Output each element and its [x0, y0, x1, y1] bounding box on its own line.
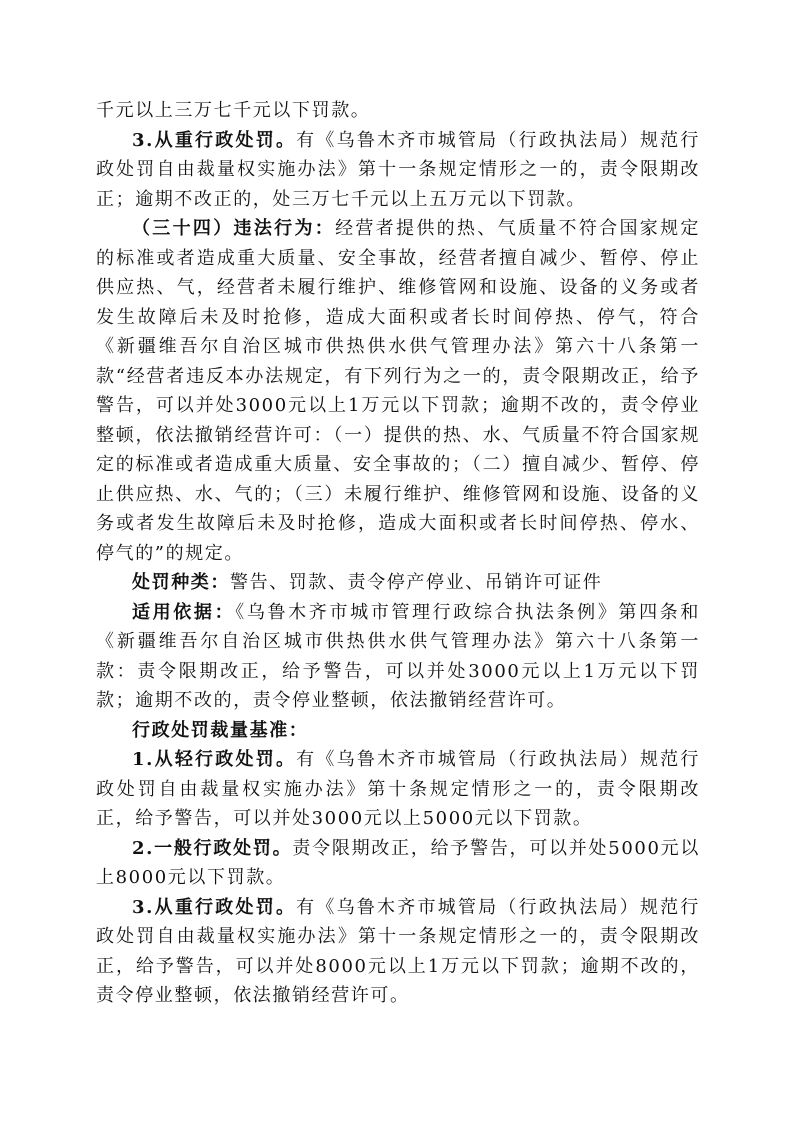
paragraph-general-penalty	[96, 834, 700, 893]
paragraph-text: 有《乌鲁木齐市城管局（行政执法局）规范行政处罚自由裁量权实施办法》第十一条规定情形之一的，责令限期改正，给予警告，可以并处8000元以上1万元以下罚款；逾期不改的，责令停业整顿，依法撤销经营许可。	[96, 896, 700, 1006]
paragraph-heading: （三十四）违法行为：	[132, 218, 336, 239]
paragraph-text: 有《乌鲁木齐市城管局（行政执法局）规范行政处罚自由裁量权实施办法》第十条规定情形之一的，责令限期改正，给予警告，可以并处3000元以上5000元以下罚款。	[96, 749, 700, 829]
paragraph-continuation	[96, 96, 700, 126]
paragraph-heading: 1.从轻行政处罚。	[132, 749, 297, 770]
paragraph-text: 《乌鲁木齐市城市管理行政综合执法条例》第四条和《新疆维吾尔自治区城市供热供水供气管理办法》第六十八条第一款：责令限期改正，给予警告，可以并处3000元以上1万元以下罚款；逾期不改的，责令停业整顿，依法撤销经营许可。	[96, 601, 700, 711]
paragraph-penalty-types	[96, 568, 700, 598]
paragraph-heading: 行政处罚裁量基准：	[132, 719, 309, 741]
paragraph-text: 警告、罚款、责令停产停业、吊销许可证件	[230, 572, 603, 593]
paragraph-discretion-standard	[96, 716, 700, 746]
paragraph-heavy-penalty-1	[96, 126, 700, 215]
paragraph-text: 责令限期改正，给予警告，可以并处5000元以上8000元以下罚款。	[96, 837, 700, 888]
paragraph-heading: 3.从重行政处罚。	[132, 896, 297, 918]
paragraph-text: 有《乌鲁木齐市城管局（行政执法局）规范行政处罚自由裁量权实施办法》第十一条规定情形之一的，责令限期改正；逾期不改正的，处三万七千元以上五万元以下罚款。	[96, 129, 700, 210]
paragraph-heavy-penalty-2	[96, 893, 700, 1011]
paragraph-legal-basis	[96, 598, 700, 716]
paragraph-violation-34	[96, 214, 700, 568]
paragraph-heading: 3.从重行政处罚。	[132, 129, 297, 151]
paragraph-heading: 适用依据：	[132, 601, 236, 623]
document-body	[96, 96, 700, 1011]
paragraph-text: 经营者提供的热、气质量不符合国家规定的标准或者造成重大质量、安全事故，经营者擅自减少、暂停、停止供应热、气，经营者未履行维护、维修管网和设施、设备的义务或者发生故障后未及时抢修，造成大面积或者长时间停热、停气，符合《新疆维吾尔自治区城市供热供水供气管理办法》第六十八条第一款“经营者违反本办法规定，有下列行为之一的，责令限期改正，给予警告，可以并处3000元以上1万元以下罚款；逾期不改的，责令停业整顿，依法撤销经营许可：（一）提供的热、水、气质量不符合国家规定的标准或者造成重大质量、安全事故的；（二）擅自减少、暂停、停止供应热、水、气的；（三）未履行维护、维修管网和设施、设备的义务或者发生故障后未及时抢修，造成大面积或者长时间停热、停水、停气的”的规定。	[96, 218, 700, 564]
paragraph-light-penalty	[96, 745, 700, 834]
paragraph-heading: 处罚种类：	[132, 572, 230, 593]
paragraph-text: 千元以上三万七千元以下罚款。	[96, 100, 371, 121]
paragraph-heading: 2.一般行政处罚。	[132, 837, 293, 859]
